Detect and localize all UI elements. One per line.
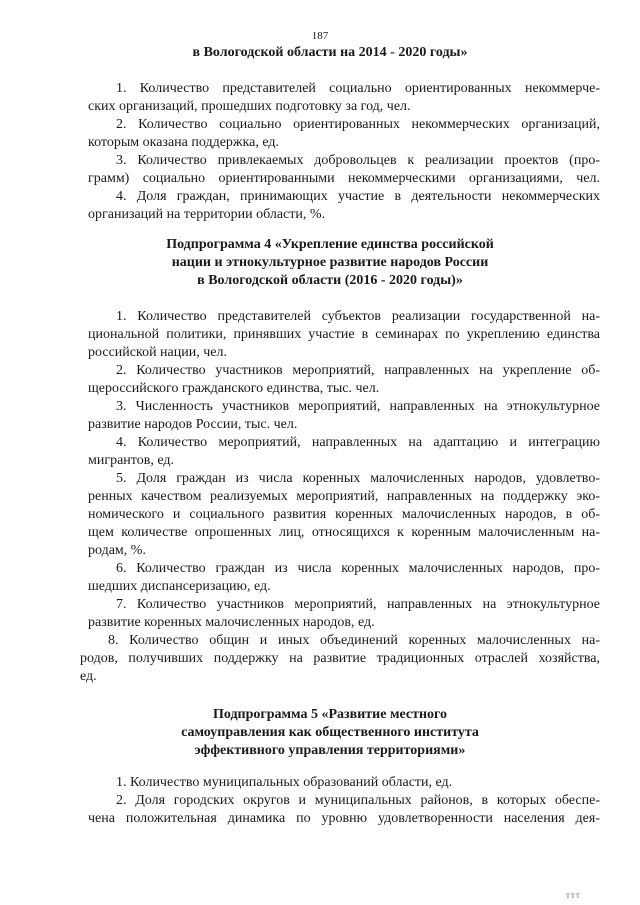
- text-line: 1. Количество представителей субъектов реализации государственной на-: [116, 309, 600, 324]
- text-line: 5. Доля граждан из числа коренных малочисленных народов, удовлетво-: [116, 471, 600, 486]
- indicator-list-block-3: [80, 632, 600, 686]
- text-line: развитие народов России, тыс. чел.: [88, 417, 298, 432]
- text-line: 7. Количество участников мероприятий, направленных на этнокультурное: [116, 597, 600, 612]
- text-line: 1. Количество муниципальных образований области, ед.: [116, 775, 453, 790]
- text-line: 3. Количество привлекаемых добровольцев к реализации проектов (про-: [116, 153, 600, 168]
- text-line: развитие коренных малочисленных народов, ед.: [88, 615, 375, 630]
- heading-line: в Вологодской области (2016 - 2020 годы)»: [197, 273, 463, 288]
- text-line: 2. Доля городских округов и муниципальных районов, в которых обеспе-: [116, 793, 600, 808]
- text-line: ских организаций, прошедших подготовку за год, чел.: [88, 99, 411, 114]
- text-line: номического и социального развития коренных малочисленных народов, в об-: [88, 507, 600, 522]
- text-line: родов, получивших поддержку на развитие традиционных отраслей хозяйства,: [80, 651, 600, 666]
- text-line: которым оказана поддержка, ед.: [88, 135, 280, 150]
- heading-line: самоуправления как общественного института: [181, 725, 479, 740]
- text-line: щероссийского гражданского единства, тыс. чел.: [88, 381, 380, 396]
- page-number: 187: [311, 30, 329, 42]
- heading-line: нации и этнокультурное развитие народов России: [171, 255, 489, 270]
- text-line: щем количестве опрошенных лиц, относящихся к коренным малочисленным на-: [88, 525, 600, 540]
- text-line: мигрантов, ед.: [88, 453, 174, 468]
- text-line: 3. Численность участников мероприятий, направленных на этнокультурное: [116, 399, 600, 414]
- heading-line: Подпрограмма 5 «Развитие местного: [212, 707, 448, 722]
- heading-line: эффективного управления территориями»: [194, 743, 466, 758]
- indicator-list-block-2: [88, 308, 600, 632]
- text-line: 4. Количество мероприятий, направленных на адаптацию и интеграцию: [116, 435, 600, 450]
- text-line: 2. Количество социально ориентированных некоммерческих организаций,: [116, 117, 600, 132]
- subprogram-4-heading: [60, 236, 600, 290]
- indicator-list-block-4: [88, 774, 600, 828]
- text-line: циональной политики, принявших участие в семинарах по укреплению единства: [88, 327, 600, 342]
- text-line: организаций на территории области, %.: [88, 207, 326, 222]
- text-line: 4. Доля граждан, принимающих участие в деятельности некоммерческих: [116, 189, 600, 204]
- text-line: чена положительная динамика по уровню удовлетворенности населения дея-: [88, 811, 600, 826]
- text-line: 8. Количество общин и иных объединений коренных малочисленных на-: [108, 633, 600, 648]
- text-line: ренных качеством реализуемых мероприятий, направленных на поддержку эко-: [88, 489, 600, 504]
- text-line: родам, %.: [88, 543, 146, 558]
- corner-mark: ттт: [566, 890, 581, 900]
- text-line: грамм) социально ориентированными некоммерческими организациями, чел.: [88, 171, 600, 186]
- text-line: 2. Количество участников мероприятий, направленных на укрепление об-: [116, 363, 600, 378]
- section-heading: в Вологодской области на 2014 - 2020 годы»: [192, 45, 468, 60]
- text-line: 1. Количество представителей социально ориентированных некоммерче-: [116, 81, 600, 96]
- heading-line: Подпрограмма 4 «Укрепление единства российской: [166, 237, 494, 252]
- subprogram-5-heading: [60, 706, 600, 760]
- text-line: шедших диспансеризацию, ед.: [88, 579, 271, 594]
- text-line: 6. Количество граждан из числа коренных малочисленных народов, про-: [116, 561, 600, 576]
- indicator-list-block-1: [88, 80, 600, 224]
- text-line: российской нации, чел.: [88, 345, 227, 360]
- text-line: ед.: [80, 669, 97, 684]
